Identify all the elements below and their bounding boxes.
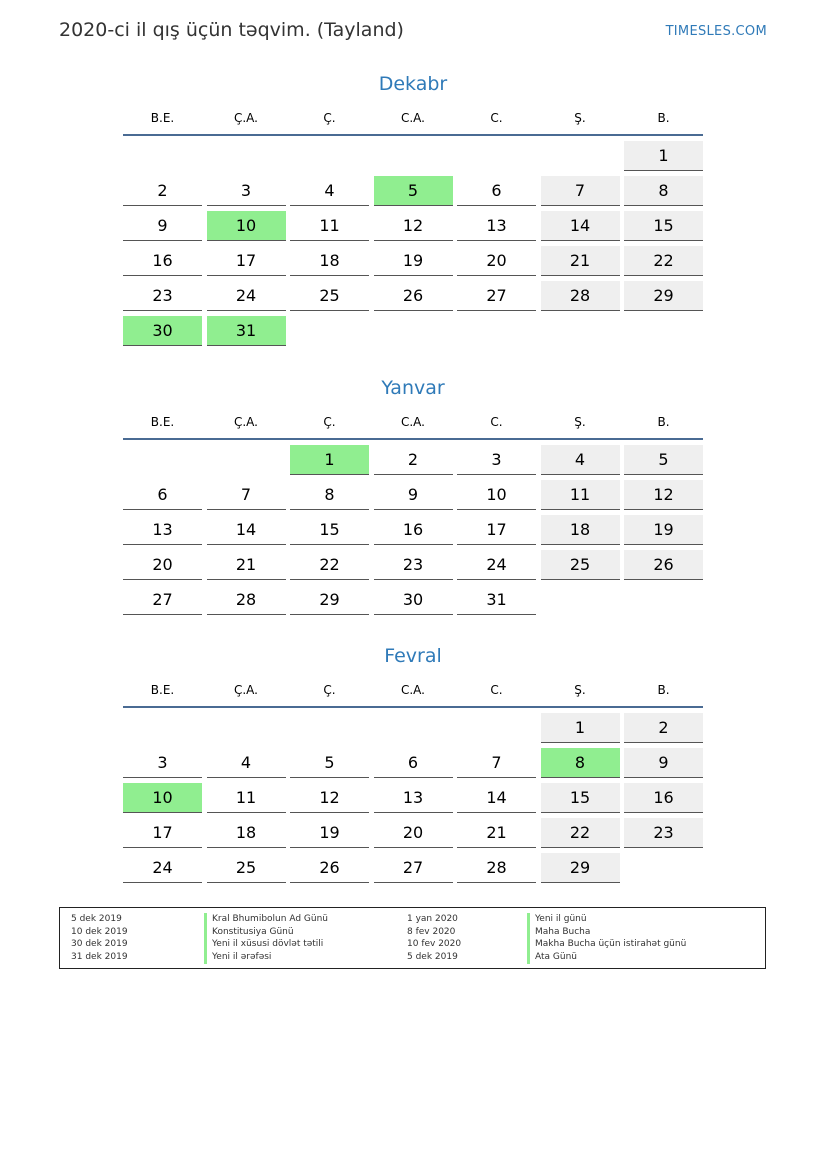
- day-cell: 21: [457, 818, 536, 848]
- holiday-legend: [59, 907, 766, 969]
- day-cell: 26: [624, 550, 703, 580]
- weekday-label: C.A.: [400, 415, 425, 429]
- holiday-day-cell: 1: [290, 445, 369, 475]
- weekday-label: Ç.: [323, 111, 336, 125]
- legend-date: 5 dek 2019: [407, 952, 458, 962]
- weekday-label: Ş.: [574, 415, 586, 429]
- weekday-label: Ç.A.: [233, 415, 258, 429]
- legend-holiday-name: Makha Bucha üçün istirahət günü: [527, 938, 686, 951]
- day-cell: 20: [457, 246, 536, 276]
- day-cell: 15: [624, 211, 703, 241]
- empty-cell: [290, 713, 369, 742]
- day-cell: 21: [207, 550, 286, 580]
- weekday-header: [123, 410, 703, 434]
- day-cell: 12: [290, 783, 369, 813]
- day-cell: 6: [457, 176, 536, 206]
- header-divider: [123, 134, 703, 136]
- day-cell: 16: [624, 783, 703, 813]
- legend-row: [60, 951, 765, 964]
- day-cell: 23: [624, 818, 703, 848]
- empty-cell: [457, 713, 536, 742]
- day-cell: 4: [541, 445, 620, 475]
- day-cell: 3: [123, 748, 202, 778]
- day-cell: 2: [374, 445, 453, 475]
- day-cell: 1: [541, 713, 620, 743]
- weekday-label: B.E.: [150, 415, 175, 429]
- holiday-day-cell: 30: [123, 316, 202, 346]
- day-cell: 19: [624, 515, 703, 545]
- month-name: Dekabr: [378, 73, 448, 95]
- weekday-label: Ç.A.: [233, 111, 258, 125]
- legend-row: [60, 938, 765, 951]
- day-cell: 8: [290, 480, 369, 510]
- weekday-label: C.A.: [400, 683, 425, 697]
- month-calendar: [123, 642, 703, 883]
- day-cell: 30: [374, 585, 453, 615]
- empty-cell: [207, 141, 286, 170]
- legend-date: 31 dek 2019: [71, 952, 128, 962]
- day-cell: 22: [290, 550, 369, 580]
- weekday-label: B.: [657, 683, 670, 697]
- weekday-label: B.E.: [150, 683, 175, 697]
- day-cell: 19: [374, 246, 453, 276]
- month-name: Yanvar: [381, 377, 445, 399]
- legend-holiday-name: Yeni il günü: [527, 913, 587, 926]
- day-cell: 29: [290, 585, 369, 615]
- day-cell: 7: [457, 748, 536, 778]
- day-cell: 29: [541, 853, 620, 883]
- weekday-label: B.: [657, 111, 670, 125]
- day-cell: 7: [541, 176, 620, 206]
- day-cell: 16: [374, 515, 453, 545]
- day-cell: 24: [123, 853, 202, 883]
- day-cell: 18: [207, 818, 286, 848]
- day-cell: 27: [457, 281, 536, 311]
- day-cell: 11: [207, 783, 286, 813]
- day-cell: 22: [541, 818, 620, 848]
- page-title: 2020-ci il qış üçün təqvim. (Tayland): [59, 19, 404, 41]
- holiday-day-cell: 10: [207, 211, 286, 241]
- day-cell: 26: [290, 853, 369, 883]
- header-divider: [123, 438, 703, 440]
- legend-row: [60, 913, 765, 926]
- day-cell: 17: [123, 818, 202, 848]
- legend-date: 8 fev 2020: [407, 927, 456, 937]
- day-cell: 3: [457, 445, 536, 475]
- day-cell: 1: [624, 141, 703, 171]
- day-grid: [123, 445, 703, 615]
- day-cell: 23: [123, 281, 202, 311]
- weekday-label: Ç.: [323, 415, 336, 429]
- weekday-label: B.E.: [150, 111, 175, 125]
- day-cell: 13: [374, 783, 453, 813]
- holiday-day-cell: 8: [541, 748, 620, 778]
- day-cell: 12: [624, 480, 703, 510]
- weekday-label: Ş.: [574, 683, 586, 697]
- day-cell: 25: [207, 853, 286, 883]
- day-cell: 28: [541, 281, 620, 311]
- brand-link[interactable]: TIMESLES.COM: [665, 24, 767, 39]
- day-cell: 14: [207, 515, 286, 545]
- day-cell: 26: [374, 281, 453, 311]
- legend-date: 30 dek 2019: [71, 939, 128, 949]
- day-cell: 18: [541, 515, 620, 545]
- day-cell: 23: [374, 550, 453, 580]
- legend-holiday-name: Ata Günü: [527, 951, 577, 964]
- weekday-label: Ç.A.: [233, 683, 258, 697]
- weekday-label: C.: [490, 683, 503, 697]
- day-cell: 17: [207, 246, 286, 276]
- day-cell: 7: [207, 480, 286, 510]
- day-cell: 2: [624, 713, 703, 743]
- empty-cell: [123, 445, 202, 474]
- legend-date: 1 yan 2020: [407, 914, 458, 924]
- holiday-day-cell: 31: [207, 316, 286, 346]
- legend-date: 10 fev 2020: [407, 939, 462, 949]
- weekday-label: B.: [657, 415, 670, 429]
- empty-cell: [207, 713, 286, 742]
- day-cell: 14: [541, 211, 620, 241]
- day-cell: 20: [123, 550, 202, 580]
- day-cell: 22: [624, 246, 703, 276]
- day-cell: 2: [123, 176, 202, 206]
- day-cell: 28: [207, 585, 286, 615]
- day-cell: 8: [624, 176, 703, 206]
- empty-cell: [457, 141, 536, 170]
- legend-holiday-name: Konstitusiya Günü: [204, 926, 294, 939]
- day-cell: 4: [290, 176, 369, 206]
- day-cell: 15: [541, 783, 620, 813]
- day-cell: 12: [374, 211, 453, 241]
- weekday-header: [123, 106, 703, 130]
- day-grid: [123, 141, 703, 346]
- legend-holiday-name: Yeni il xüsusi dövlət tətili: [204, 938, 323, 951]
- day-cell: 31: [457, 585, 536, 615]
- legend-date: 10 dek 2019: [71, 927, 128, 937]
- month-calendar: [123, 70, 703, 346]
- weekday-label: C.A.: [400, 111, 425, 125]
- weekday-label: Ş.: [574, 111, 586, 125]
- day-cell: 27: [123, 585, 202, 615]
- header-divider: [123, 706, 703, 708]
- holiday-day-cell: 5: [374, 176, 453, 206]
- day-cell: 9: [624, 748, 703, 778]
- legend-date: 5 dek 2019: [71, 914, 122, 924]
- day-cell: 5: [624, 445, 703, 475]
- weekday-header: [123, 678, 703, 702]
- day-cell: 9: [374, 480, 453, 510]
- day-cell: 11: [541, 480, 620, 510]
- empty-cell: [207, 445, 286, 474]
- empty-cell: [374, 713, 453, 742]
- day-grid: [123, 713, 703, 883]
- day-cell: 11: [290, 211, 369, 241]
- day-cell: 25: [290, 281, 369, 311]
- day-cell: 6: [123, 480, 202, 510]
- empty-cell: [123, 713, 202, 742]
- weekday-label: C.: [490, 415, 503, 429]
- day-cell: 28: [457, 853, 536, 883]
- empty-cell: [541, 141, 620, 170]
- day-cell: 15: [290, 515, 369, 545]
- day-cell: 19: [290, 818, 369, 848]
- day-cell: 17: [457, 515, 536, 545]
- day-cell: 16: [123, 246, 202, 276]
- legend-holiday-name: Kral Bhumibolun Ad Günü: [204, 913, 328, 926]
- day-cell: 5: [290, 748, 369, 778]
- day-cell: 25: [541, 550, 620, 580]
- day-cell: 29: [624, 281, 703, 311]
- day-cell: 21: [541, 246, 620, 276]
- month-name: Fevral: [384, 645, 442, 667]
- weekday-label: Ç.: [323, 683, 336, 697]
- legend-holiday-name: Yeni il ərəfəsi: [204, 951, 271, 964]
- month-calendar: [123, 374, 703, 615]
- day-cell: 13: [457, 211, 536, 241]
- day-cell: 10: [457, 480, 536, 510]
- day-cell: 20: [374, 818, 453, 848]
- day-cell: 24: [207, 281, 286, 311]
- holiday-day-cell: 10: [123, 783, 202, 813]
- empty-cell: [123, 141, 202, 170]
- day-cell: 4: [207, 748, 286, 778]
- day-cell: 27: [374, 853, 453, 883]
- day-cell: 9: [123, 211, 202, 241]
- day-cell: 13: [123, 515, 202, 545]
- day-cell: 24: [457, 550, 536, 580]
- day-cell: 14: [457, 783, 536, 813]
- empty-cell: [374, 141, 453, 170]
- day-cell: 18: [290, 246, 369, 276]
- day-cell: 3: [207, 176, 286, 206]
- empty-cell: [290, 141, 369, 170]
- day-cell: 6: [374, 748, 453, 778]
- weekday-label: C.: [490, 111, 503, 125]
- legend-holiday-name: Maha Bucha: [527, 926, 590, 939]
